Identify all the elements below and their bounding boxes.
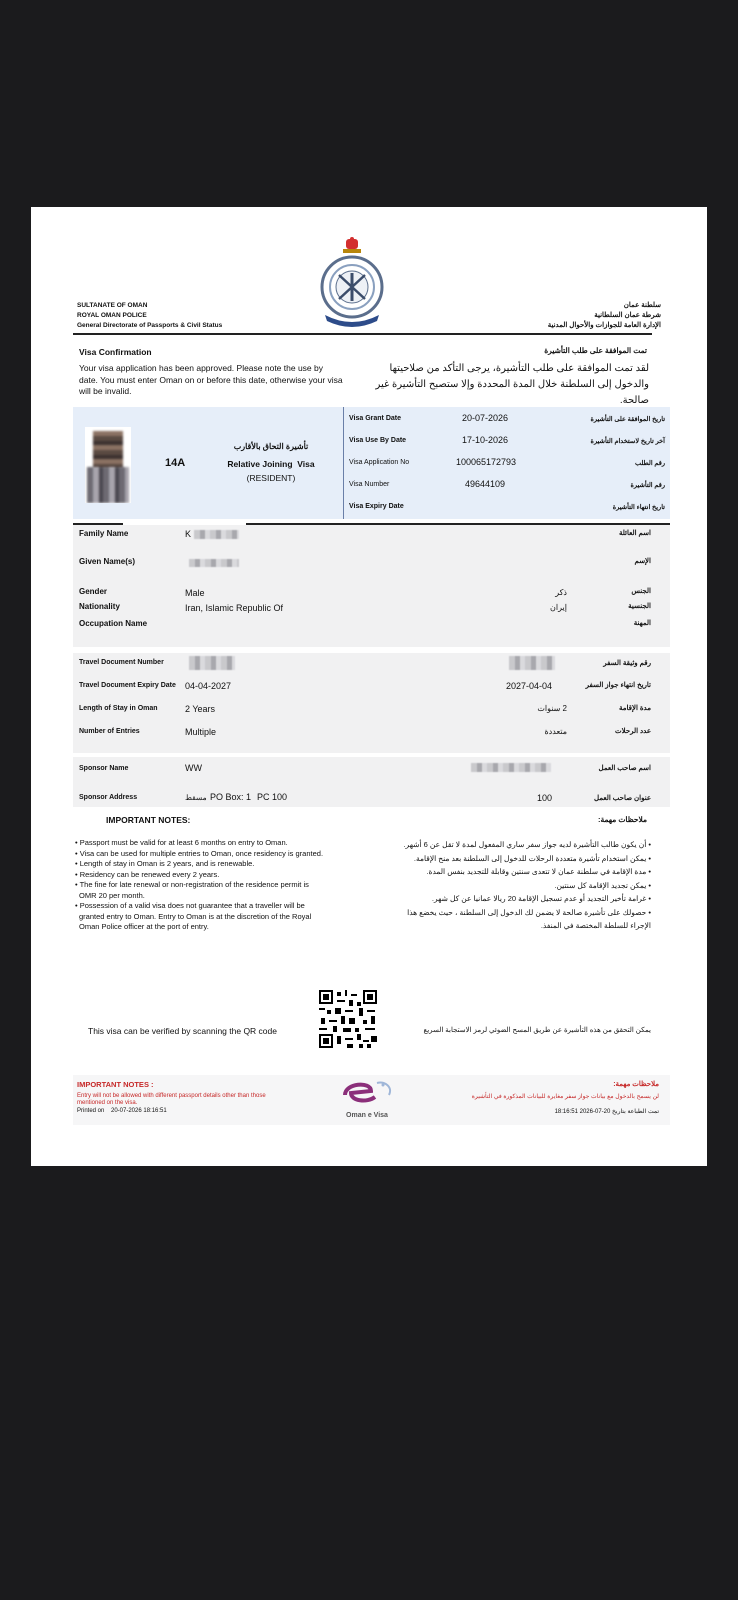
- entries-label-ar: عدد الرحلات: [615, 728, 651, 735]
- visa-number-label-ar: رقم التأشيرة: [630, 482, 665, 489]
- sponsor-address-pc-ar: 100: [537, 793, 553, 803]
- visa-row-use-by: [349, 435, 667, 449]
- visa-use-by-label-ar: آخر تاريخ لاستخدام التأشيرة: [590, 438, 665, 445]
- header-left-line-3: General Directorate of Passports & Civil Status: [77, 322, 223, 329]
- family-name-redaction: [194, 530, 239, 539]
- visa-expiry-label: Visa Expiry Date: [349, 503, 404, 510]
- sponsor-name-label-ar: اسم صاحب العمل: [598, 765, 651, 772]
- header-right-line-1: سلطنة عمان: [623, 302, 661, 309]
- confirmation-title-ar: تمت الموافقة على طلب التأشيرة: [544, 346, 647, 355]
- note-ar-1: • أن يكون طالب التأشيرة لديه جواز سفر ساري المفعول لمدة لا تقل عن 6 أشهر.: [403, 840, 651, 849]
- note-en-3: • Length of stay in Oman is 2 years, and is renewable.: [75, 859, 255, 868]
- confirmation-body: Your visa application has been approved. Please note the use by date. You must enter Oman on or before this date, otherwise your visa will be invalid.: [79, 363, 343, 396]
- visa-document: [31, 207, 707, 1166]
- header-right: [461, 301, 661, 331]
- family-name-label-ar: اسم العائلة: [618, 530, 651, 537]
- visa-panel: [73, 407, 670, 519]
- gender-value-ar: ذكر: [555, 588, 567, 597]
- personal-top-line-1: [73, 523, 123, 525]
- visa-row-expiry: [349, 501, 667, 515]
- entries-label: Number of Entries: [79, 728, 140, 735]
- footer-title: IMPORTANT NOTES :: [77, 1080, 154, 1089]
- note-en-6: OMR 20 per month.: [79, 890, 145, 900]
- visa-app-no-label-ar: رقم الطلب: [634, 460, 665, 467]
- note-ar-5: • غرامة تأخير التجديد أو عدم تسجيل الإقامة 20 ريالا عمانيا عن كل شهر.: [431, 894, 651, 903]
- photo: [85, 427, 131, 503]
- note-ar-6: • حصولك على تأشيرة صالحة لا يضمن لك الدخول إلى السلطنة ، حيث يخضع هذا: [407, 907, 651, 917]
- note-en-5: • The fine for late renewal or non-registration of the residence permit is: [75, 880, 309, 889]
- oman-evisa-logo: [337, 1075, 397, 1119]
- doc-no-label-ar: رقم وثيقة السفر: [603, 660, 651, 667]
- gender-value: Male: [185, 588, 205, 598]
- qr-code[interactable]: [319, 990, 377, 1048]
- sponsor-address-city: مسقط: [185, 793, 207, 802]
- occupation-label-ar: المهنة: [633, 620, 651, 627]
- footer-printed-label: Printed on: [77, 1108, 105, 1114]
- note-en-1: • Passport must be valid for at least 6 months on entry to Oman.: [75, 838, 288, 847]
- given-name-label-ar: الإسم: [634, 558, 651, 565]
- travel-panel: [73, 653, 670, 753]
- footer-title-ar: ملاحظات مهمة:: [613, 1081, 659, 1088]
- sponsor-name-redaction-ar: [471, 763, 551, 772]
- notes-en: [75, 838, 365, 933]
- note-en-8: granted entry to Oman. Entry to Oman is at the discretion of the Royal: [79, 911, 312, 921]
- visa-code: 14A: [165, 457, 186, 469]
- family-name-value: K: [185, 529, 192, 539]
- note-en-4: • Residency can be renewed every 2 years.: [75, 869, 220, 879]
- header-right-line-2: شرطة عمان السلطانية: [594, 312, 661, 319]
- doc-no-redaction-ar: [509, 656, 555, 670]
- expiry-label: Travel Document Expiry Date: [79, 682, 176, 689]
- visa-type-ar: تأشيرة التحاق بالأقارب: [233, 442, 309, 451]
- given-name-redaction: [189, 559, 239, 567]
- visa-use-by-label: Visa Use By Date: [349, 437, 407, 444]
- note-ar-2: • يمكن استخدام تأشيرة متعددة الرحلات للدخول إلى السلطنة بعد منح الإقامة.: [413, 853, 651, 863]
- family-name-label: Family Name: [79, 529, 129, 538]
- note-ar-4: • يمكن تجديد الإقامة كل سنتين.: [554, 880, 651, 890]
- expiry-label-ar: تاريخ انتهاء جواز السفر: [585, 682, 651, 689]
- personal-top-line-2: [246, 523, 670, 525]
- gender-label: Gender: [79, 587, 108, 596]
- nationality-value: Iran, Islamic Republic Of: [185, 603, 284, 613]
- visa-number-label: Visa Number: [349, 481, 390, 488]
- expiry-value-ar: 2027-04-04: [506, 681, 553, 691]
- visa-row-grant: [349, 413, 667, 427]
- footer-printed-value: 20-07-2026 18:16:51: [111, 1108, 167, 1114]
- confirmation-body-ar: لقد تمت الموافقة على طلب التأشيرة، يرجى التأكد من صلاحيتها والدخول إلى السلطنة خلال المدة المحددة وإلا ستصبح التأشيرة غير صالحة.: [375, 363, 649, 406]
- sponsor-panel: [73, 757, 670, 807]
- header-left: [77, 301, 277, 331]
- doc-no-redaction: [189, 656, 235, 670]
- stay-label-ar: مدة الإقامة: [619, 705, 651, 712]
- notes-title-ar: ملاحظات مهمة:: [597, 815, 647, 824]
- visa-row-app-no: [349, 457, 667, 471]
- note-en-9: Oman Police officer at the port of entry.: [79, 922, 209, 931]
- sponsor-address-pc: PC 100: [257, 792, 288, 802]
- sponsor-name-label: Sponsor Name: [79, 765, 129, 772]
- note-en-2: • Visa can be used for multiple entries to Oman, once residency is granted.: [75, 848, 324, 858]
- header-left-line-1: SULTANATE OF OMAN: [77, 302, 148, 309]
- visa-number-value: 49644109: [465, 479, 506, 489]
- visa-panel-divider: [343, 407, 344, 519]
- sponsor-address-label: Sponsor Address: [79, 794, 138, 801]
- visa-type-en: Relative Joining Visa: [227, 459, 315, 469]
- note-ar-7: الإجراء للسلطة المختصة في المنفذ.: [540, 921, 651, 930]
- given-name-label: Given Name(s): [79, 557, 136, 566]
- stay-label: Length of Stay in Oman: [79, 705, 158, 712]
- entries-value: Multiple: [185, 727, 217, 737]
- emblem-icon: [319, 237, 385, 329]
- visa-grant-label-ar: تاريخ الموافقة على التأشيرة: [590, 416, 665, 423]
- note-ar-3: • مدة الإقامة في سلطنة عمان لا تتعدى سنتين وقابلة للتجديد بنفس المدة.: [426, 867, 651, 876]
- evisa-logo-text: Oman e Visa: [346, 1112, 388, 1119]
- personal-panel: [73, 525, 670, 647]
- sponsor-address-po: PO Box: 1: [210, 792, 252, 802]
- visa-category: (RESIDENT): [246, 473, 296, 483]
- gender-label-ar: الجنس: [631, 588, 651, 595]
- nationality-label: Nationality: [79, 602, 120, 611]
- qr-text: This visa can be verified by scanning the QR code: [88, 1026, 277, 1036]
- photo-body: [87, 467, 129, 503]
- visa-grant-label: Visa Grant Date: [349, 415, 402, 422]
- stay-value-ar: 2 سنوات: [537, 704, 567, 713]
- footer-body: Entry will not be allowed with different passport details other than those mentioned on the visa.: [77, 1093, 266, 1106]
- stay-value: 2 Years: [185, 704, 216, 714]
- visa-app-no-label: Visa Application No: [349, 459, 410, 466]
- visa-expiry-label-ar: تاريخ انتهاء التأشيرة: [612, 504, 665, 511]
- visa-use-by-value: 17-10-2026: [462, 435, 509, 445]
- sponsor-name-value: WW: [185, 763, 202, 773]
- visa-app-no-value: 100065172793: [456, 457, 517, 467]
- qr-text-ar: يمكن التحقق من هذه التأشيرة عن طريق المسح الضوئي لرمز الاستجابة السريع: [423, 1027, 651, 1034]
- nationality-value-ar: إيران: [550, 603, 567, 612]
- footer-printed-ar: تمت الطباعة بتاريخ 20-07-2026 18:16:51: [554, 1109, 659, 1115]
- visa-grant-value: 20-07-2026: [462, 413, 509, 423]
- photo-face: [93, 431, 123, 469]
- sponsor-address-label-ar: عنوان صاحب العمل: [594, 795, 651, 802]
- note-en-7: • Possession of a valid visa does not guarantee that a traveller will be: [75, 901, 305, 910]
- footer-body-ar: لن يسمح بالدخول مع بيانات جواز سفر مغايرة للبيانات المذكورة في التأشيرة: [471, 1094, 659, 1100]
- visa-row-number: [349, 479, 667, 493]
- header-left-line-2: ROYAL OMAN POLICE: [77, 312, 147, 319]
- notes-title: IMPORTANT NOTES:: [106, 815, 191, 825]
- occupation-label: Occupation Name: [79, 619, 148, 628]
- evisa-logo-icon: [337, 1075, 397, 1109]
- doc-no-label: Travel Document Number: [79, 659, 164, 666]
- header-divider: [73, 333, 652, 335]
- notes-ar: [371, 838, 651, 933]
- header-right-line-3: الإدارة العامة للجوازات والأحوال المدنية: [547, 322, 661, 329]
- confirmation-title: Visa Confirmation: [79, 347, 152, 357]
- expiry-value: 04-04-2027: [185, 681, 232, 691]
- nationality-label-ar: الجنسية: [628, 603, 651, 610]
- entries-value-ar: متعددة: [544, 727, 567, 736]
- police-emblem: [319, 237, 385, 329]
- qr-code-icon: [319, 990, 377, 1048]
